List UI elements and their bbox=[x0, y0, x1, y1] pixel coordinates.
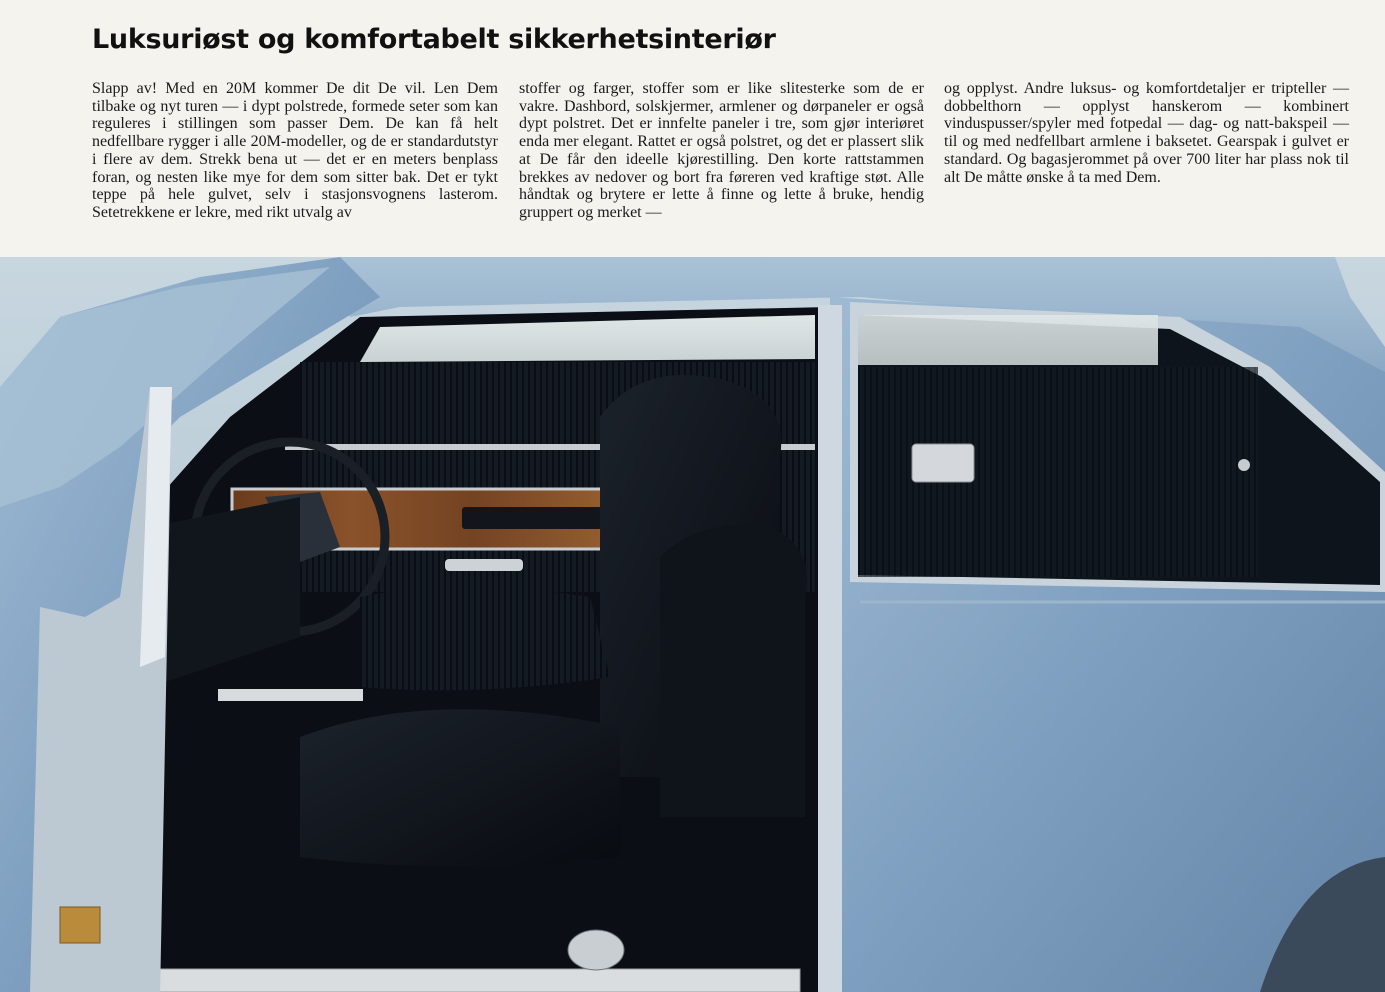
floor-sill-plate bbox=[218, 689, 363, 701]
rear-seat-back bbox=[660, 525, 807, 817]
rear-door-handle bbox=[912, 444, 974, 482]
text-column-3: og opplyst. Andre luksus- og komfortdetaljer er tripteller — dobbelthorn — opplyst hanskerom — kombinert vinduspusser/spyler med fotpedal — dag- og natt-bakspeil — til og med nedfellbart armlene i baksetet. Gearspak i gulvet er standard. Og bagasjerommet på over 700 liter har plass nok til alt De måtte ønske å ta med Dem. bbox=[944, 80, 1349, 186]
seat-cushion-lower bbox=[300, 709, 620, 867]
armrest bbox=[462, 507, 602, 529]
text-column-2: stoffer og farger, stoffer som er like slitesterke som de er vakre. Dashbord, solskjermer, armlener og dørpaneler er også dypt polstret. Det er innfelte paneler i tre, som gjør interiøret enda mer elegant. Rattet er også polstret, og det er plassert slik at De får den ideelle kjørestilling. Den korte rattstammen brekkes av nedover og bort fra føreren ved kraftige støt. Alle håndtak og brytere er lette å finne og lette å bruke, hendig gruppert og merket — bbox=[519, 80, 924, 221]
page-title: Luksuriøst og komfortabelt sikkerhetsinteriør bbox=[92, 24, 776, 55]
door-sill bbox=[115, 969, 800, 992]
gear-knob bbox=[568, 930, 624, 970]
rear-lock-knob bbox=[1238, 459, 1250, 471]
door-latch bbox=[60, 907, 100, 943]
car-interior-photo bbox=[0, 257, 1385, 992]
b-pillar bbox=[818, 305, 842, 992]
rear-window-reflection bbox=[858, 315, 1158, 365]
window-crank bbox=[445, 559, 523, 571]
car-illustration bbox=[0, 257, 1385, 992]
front-seat-cushion bbox=[360, 587, 610, 690]
text-column-1: Slapp av! Med en 20M kommer De dit De vil. Len Dem tilbake og nyt turen — i dypt polstrede, formede seter som kan reguleres i stillingen som passer Dem. De kan få helt nedfellbare rygger i alle 20M-modeller, og de er standardutstyr i flere av dem. Strekk bena ut — det er en meters benplass foran, og nesten like mye for dem som sitter bak. Det er tykt teppe på hele gulvet, selv i stasjonsvognens lasterom. Setetrekkene er lekre, med rikt utvalg av bbox=[92, 80, 498, 221]
